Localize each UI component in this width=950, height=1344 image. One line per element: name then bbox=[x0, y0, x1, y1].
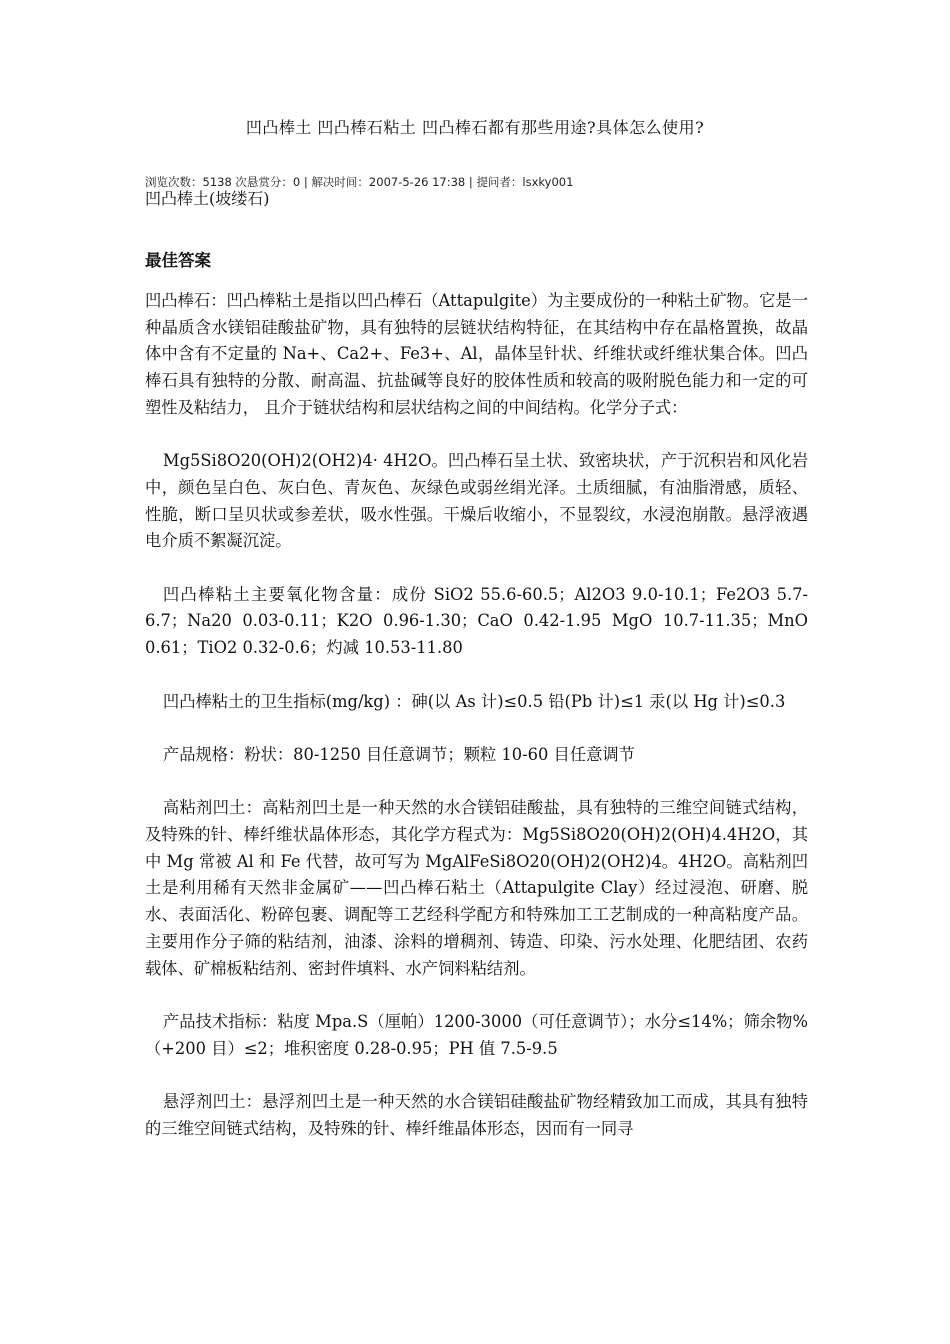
best-answer-heading: 最佳答案 bbox=[145, 251, 211, 270]
question-category: 凹凸棒土(坡缕石) bbox=[145, 189, 270, 208]
answer-paragraph-4: 凹凸棒粘土的卫生指标(mg/kg) ：砷(以 As 计)≤0.5 铅(Pb 计)≤1 汞(以 Hg 计)≤0.3 bbox=[162, 691, 786, 711]
view-count: 浏览次数：5138 次 bbox=[145, 175, 247, 189]
answer-paragraph-8: 悬浮剂凹土：悬浮剂凹土是一种天然的水合镁铝硅酸盐矿物经精致加工而成，其具有独特的三维空间链式结构，及特殊的针、棒纤维晶体形态，因而有一同寻 bbox=[145, 1091, 808, 1138]
reward-points: 悬赏分：0 | bbox=[246, 175, 308, 189]
solved-time: 解决时间：2007-5-26 17:38 | bbox=[311, 175, 473, 189]
answer-paragraph-6: 高粘剂凹土：高粘剂凹土是一种天然的水合镁铝硅酸盐，具有独特的三维空间链式结构，及特殊的针、棒纤维状晶体形态，其化学方程式为：Mg5Si8O20(OH)2(OH)4.4H2O，其中 Mg 常被 Al 和 Fe 代替，故可写为 MgAlFeSi8O20(OH)2(OH2)4。4H2O。高粘剂凹土是利用稀有天然非金属矿——凹凸棒石粘土（Attapulgite Clay）经过浸泡、研磨、脱水、表面活化、粉碎包裹、调配等工艺经科学配方和特殊加工工艺制成的一种高粘度产品。主要用作分子筛的粘结剂，油漆、涂料的增稠剂、铸造、印染、污水处理、化肥结团、农药载体、矿棉板粘结剂、密封件填料、水产饲料粘结剂。 bbox=[145, 798, 808, 978]
answer-paragraph-5: 产品规格：粉状：80-1250 目任意调节；颗粒 10-60 目任意调节 bbox=[162, 744, 635, 764]
answer-paragraph-1: 凹凸棒石：凹凸棒粘土是指以凹凸棒石（Attapulgite）为主要成份的一种粘土矿物。它是一种晶质含水镁铝硅酸盐矿物，具有独特的层链状结构特征，在其结构中存在晶格置换，故晶体中含有不定量的 Na+、Ca2+、Fe3+、Al，晶体呈针状、纤维状或纤维状集合体。凹凸棒石具有独特的分散、耐高温、抗盐碱等良好的胶体性质和较高的吸附脱色能力和一定的可塑性及粘结力， 且介于链状结构和层状结构之间的中间结构。化学分子式： bbox=[145, 291, 808, 417]
answer-body bbox=[145, 288, 808, 1142]
asker: 提问者：lsxky001 bbox=[476, 175, 574, 189]
answer-paragraph-2: Mg5Si8O20(OH)2(OH2)4· 4H2O。凹凸棒石呈土状、致密块状，产于沉积岩和风化岩中，颜色呈白色、灰白色、青灰色、灰绿色或弱丝绢光泽。土质细腻，有油脂滑感，质轻、性脆，断口呈贝状或参差状，吸水性强。干燥后收缩小，不显裂纹，水浸泡崩散。悬浮液遇电介质不絮凝沉淀。 bbox=[145, 451, 808, 551]
answer-paragraph-7: 产品技术指标：粘度 Mpa.S（厘帕）1200-3000（可任意调节）；水分≤14%；筛余物%（+200 目）≤2；堆积密度 0.28-0.95；PH 值 7.5-9.5 bbox=[145, 1011, 808, 1058]
answer-paragraph-3: 凹凸棒粘土主要氧化物含量：成份 SiO2 55.6-60.5；Al2O3 9.0-10.1；Fe2O3 5.7-6.7；Na20 0.03-0.11；K2O 0.96-1.30；CaO 0.42-1.95 MgO 10.7-11.35；MnO 0.61；TiO2 0.32-0.6；灼减 10.53-11.80 bbox=[145, 584, 808, 658]
question-title: 凹凸棒土 凹凸棒石粘土 凹凸棒石都有那些用途?具体怎么使用? bbox=[245, 118, 705, 137]
